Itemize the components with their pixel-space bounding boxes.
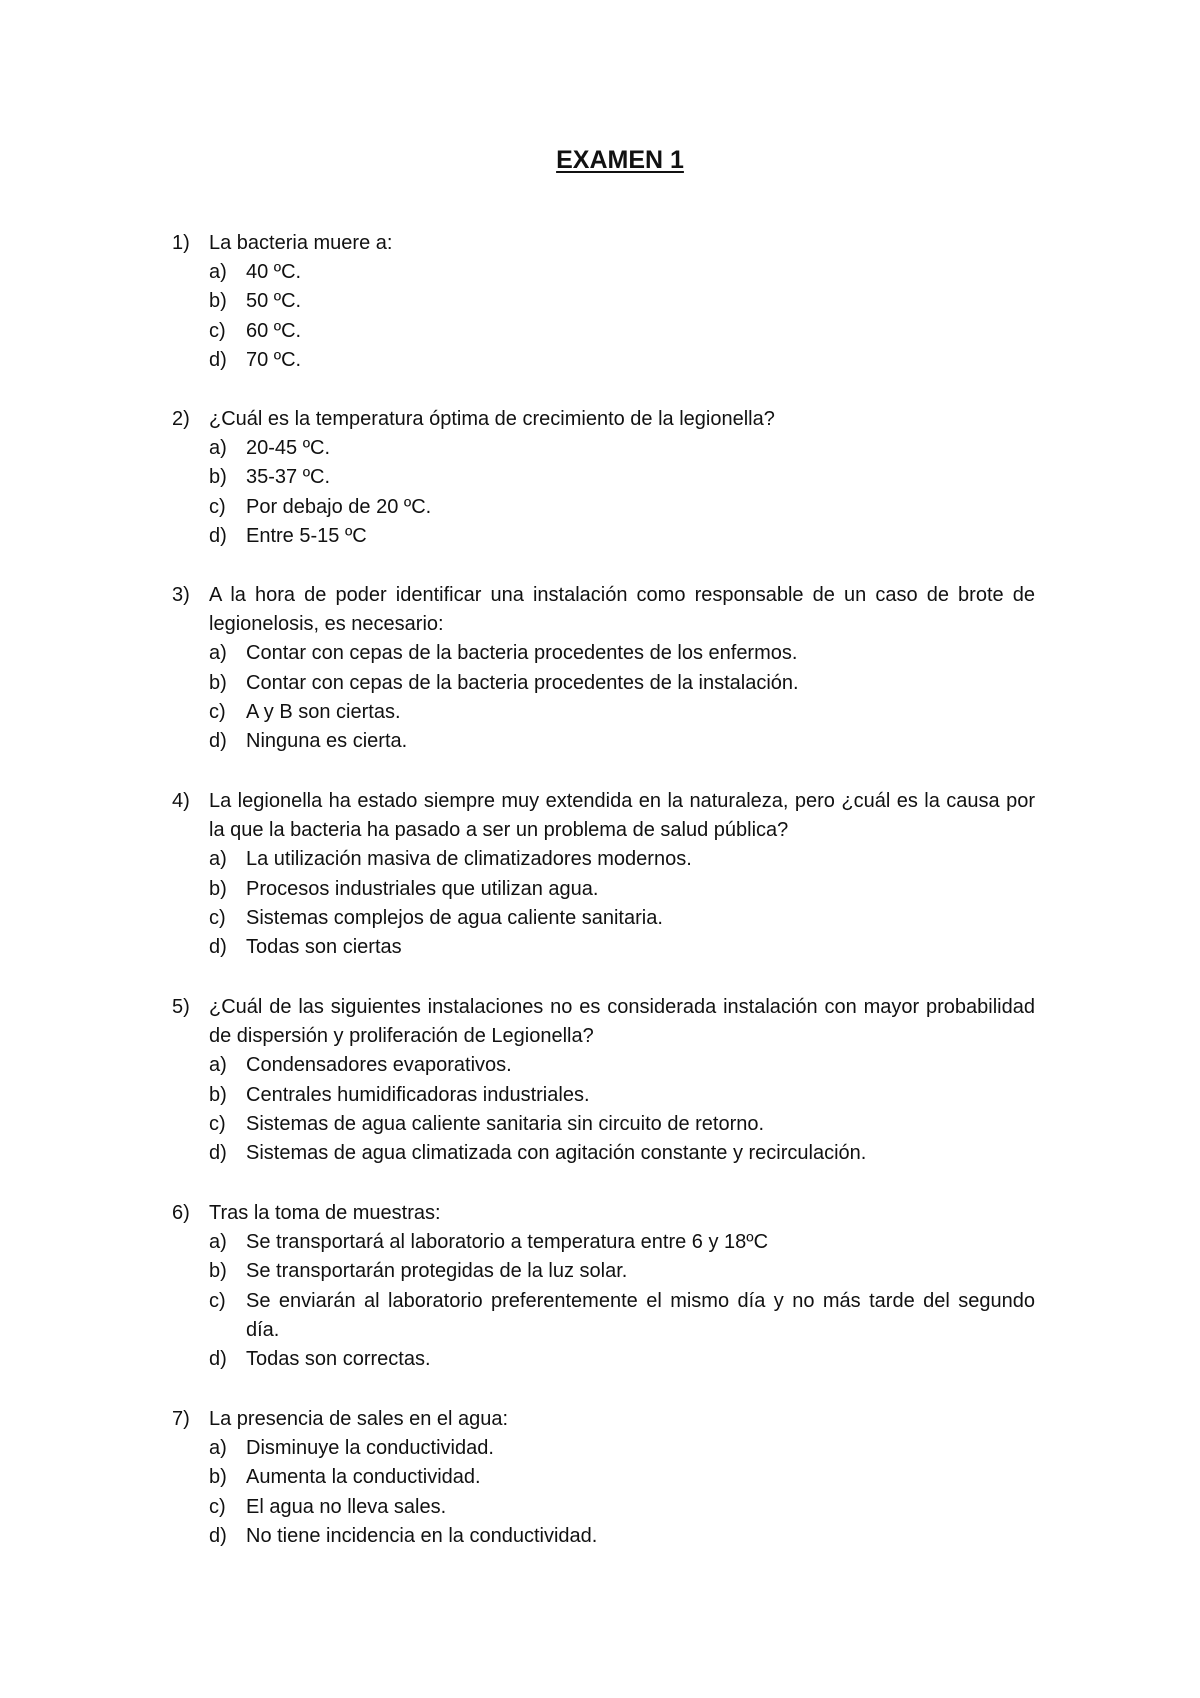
option-letter: a) xyxy=(209,261,227,284)
option xyxy=(209,933,1035,962)
option xyxy=(209,1228,1035,1257)
option-text: Contar con cepas de la bacteria procedentes de los enfermos. xyxy=(246,642,798,665)
option-letter: c) xyxy=(209,319,226,342)
question-number: 1) xyxy=(172,232,190,254)
option-letter: c) xyxy=(209,906,226,929)
option xyxy=(209,639,1035,668)
question-number: 4) xyxy=(172,790,190,812)
question-6 xyxy=(172,1199,1035,1374)
question-5 xyxy=(172,993,1035,1168)
option xyxy=(209,845,1035,874)
question-text: Tras la toma de muestras: xyxy=(209,1202,441,1224)
option-text: 70 ºC. xyxy=(246,348,302,371)
option xyxy=(209,346,1035,375)
option-text: Condensadores evaporativos. xyxy=(246,1054,512,1077)
option-letter: b) xyxy=(209,466,227,489)
option-text: 60 ºC. xyxy=(246,319,302,342)
option-text: Entre 5-15 ºC xyxy=(246,524,367,547)
option-text: Aumenta la conductividad. xyxy=(246,1466,481,1489)
option xyxy=(209,317,1035,346)
option-letter: a) xyxy=(209,1437,227,1460)
question-text: A la hora de poder identificar una instalación como responsable de un caso de brote de legionelosis, es necesario: xyxy=(209,584,1035,636)
option-text: Sistemas de agua caliente sanitaria sin circuito de retorno. xyxy=(246,1112,765,1135)
option-text: Se enviarán al laboratorio preferentemente el mismo día y no más tarde del segundo día. xyxy=(246,1289,1035,1341)
option-letter: d) xyxy=(209,1348,227,1371)
option-letter: c) xyxy=(209,495,226,518)
question-number: 2) xyxy=(172,408,190,430)
question-number: 5) xyxy=(172,996,190,1018)
option-text: 35-37 ºC. xyxy=(246,466,331,489)
option-letter: b) xyxy=(209,671,227,694)
option xyxy=(209,1287,1035,1345)
option xyxy=(209,1257,1035,1286)
option-text: Todas son correctas. xyxy=(246,1348,431,1371)
option-letter: a) xyxy=(209,848,227,871)
question-number: 7) xyxy=(172,1408,190,1430)
option-text: Sistemas complejos de agua caliente sanitaria. xyxy=(246,906,663,929)
page-title: EXAMEN 1 xyxy=(556,146,684,174)
option xyxy=(209,1081,1035,1110)
option-letter: a) xyxy=(209,642,227,665)
question-text: La bacteria muere a: xyxy=(209,232,393,254)
option-letter: b) xyxy=(209,877,227,900)
option-text: Se transportarán protegidas de la luz solar. xyxy=(246,1260,628,1283)
option-letter: c) xyxy=(209,1112,226,1135)
question-text: ¿Cuál de las siguientes instalaciones no es considerada instalación con mayor probabilidad de dispersión y proliferación de Legionella? xyxy=(209,996,1035,1048)
question-4 xyxy=(172,787,1035,962)
option-text: Sistemas de agua climatizada con agitación constante y recirculación. xyxy=(246,1142,867,1165)
option-letter: a) xyxy=(209,1231,227,1254)
question-3 xyxy=(172,581,1035,756)
option-letter: d) xyxy=(209,730,227,753)
question-1 xyxy=(172,229,1035,375)
option xyxy=(209,669,1035,698)
question-number: 6) xyxy=(172,1202,190,1224)
option xyxy=(209,1110,1035,1139)
option xyxy=(209,287,1035,316)
option-text: Contar con cepas de la bacteria procedentes de la instalación. xyxy=(246,671,799,694)
option xyxy=(209,904,1035,933)
option xyxy=(209,1522,1035,1551)
option-text: Por debajo de 20 ºC. xyxy=(246,495,432,518)
option-letter: b) xyxy=(209,290,227,313)
option-text: Ninguna es cierta. xyxy=(246,730,408,753)
option-letter: d) xyxy=(209,1142,227,1165)
question-text: La legionella ha estado siempre muy extendida en la naturaleza, pero ¿cuál es la causa por la que la bacteria ha pasado a ser un problema de salud pública? xyxy=(209,790,1035,842)
option xyxy=(209,1434,1035,1463)
option-letter: c) xyxy=(209,700,226,723)
option-letter: d) xyxy=(209,348,227,371)
option xyxy=(209,698,1035,727)
option-text: A y B son ciertas. xyxy=(246,700,401,723)
option-text: Centrales humidificadoras industriales. xyxy=(246,1083,590,1106)
option-letter: c) xyxy=(209,1289,226,1312)
option xyxy=(209,434,1035,463)
option-letter: d) xyxy=(209,936,227,959)
question-number: 3) xyxy=(172,584,190,606)
option-text: La utilización masiva de climatizadores modernos. xyxy=(246,848,692,871)
option-text: 40 ºC. xyxy=(246,261,302,284)
option xyxy=(209,1463,1035,1492)
option-text: El agua no lleva sales. xyxy=(246,1495,447,1518)
option-text: 50 ºC. xyxy=(246,290,302,313)
option-letter: b) xyxy=(209,1466,227,1489)
option xyxy=(209,493,1035,522)
option xyxy=(209,258,1035,287)
option xyxy=(209,727,1035,756)
option-letter: b) xyxy=(209,1260,227,1283)
option-letter: c) xyxy=(209,1495,226,1518)
option-letter: d) xyxy=(209,524,227,547)
question-7 xyxy=(172,1405,1035,1551)
option-text: Todas son ciertas xyxy=(246,936,402,959)
option-letter: a) xyxy=(209,1054,227,1077)
option-text: Se transportará al laboratorio a temperatura entre 6 y 18ºC xyxy=(246,1231,769,1254)
option-letter: b) xyxy=(209,1083,227,1106)
question-text: ¿Cuál es la temperatura óptima de crecimiento de la legionella? xyxy=(209,408,775,430)
question-text: La presencia de sales en el agua: xyxy=(209,1408,509,1430)
option xyxy=(209,1139,1035,1168)
option xyxy=(209,463,1035,492)
option-text: No tiene incidencia en la conductividad. xyxy=(246,1524,598,1547)
option-letter: a) xyxy=(209,437,227,460)
question-2 xyxy=(172,405,1035,551)
option-text: Disminuye la conductividad. xyxy=(246,1437,494,1460)
option-text: 20-45 ºC. xyxy=(246,437,331,460)
option xyxy=(209,522,1035,551)
option-text: Procesos industriales que utilizan agua. xyxy=(246,877,599,900)
option xyxy=(209,875,1035,904)
option-letter: d) xyxy=(209,1524,227,1547)
option xyxy=(209,1493,1035,1522)
option xyxy=(209,1345,1035,1374)
option xyxy=(209,1051,1035,1080)
